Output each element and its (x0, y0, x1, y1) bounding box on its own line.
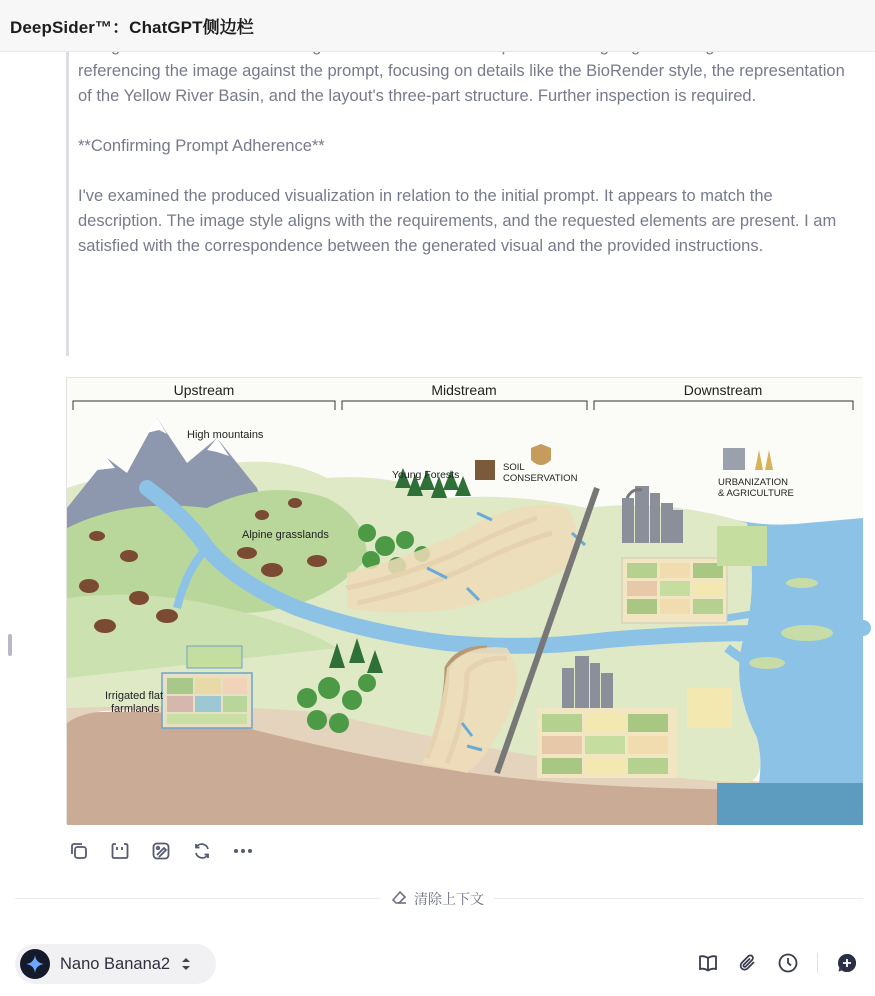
label-urban-line1: URBANIZATION (718, 477, 789, 488)
new-chat-icon[interactable] (834, 950, 860, 976)
paperclip-icon[interactable] (735, 950, 761, 976)
message-actions (66, 838, 256, 866)
generated-image[interactable] (66, 377, 862, 824)
reasoning-paragraph: I've examined the produced visualization in relation to the initial prompt. It appears to match the description. The image style aligns with the requirements, and the requested elements are present. I am satisfied with the correspondence between the generated visual and the provided instructions. (78, 187, 837, 255)
label-irrigated-line1: Irrigated flat (105, 690, 164, 702)
clear-context-button[interactable] (380, 888, 494, 909)
image-edit-icon[interactable] (148, 838, 174, 864)
book-icon[interactable] (695, 950, 721, 976)
copy-icon[interactable] (66, 838, 92, 864)
section-label-upstream: Upstream (173, 382, 235, 398)
reasoning-block (66, 34, 861, 356)
scroll-handle[interactable] (8, 634, 12, 656)
gemini-logo-icon (20, 949, 50, 979)
app-title: DeepSider™：ChatGPT侧边栏 (10, 18, 254, 37)
label-high-mountains: High mountains (187, 429, 264, 441)
model-name: Nano Banana2 (60, 954, 171, 973)
reasoning-heading: **Confirming Prompt Adherence** (78, 137, 325, 155)
clear-context-label: 清除上下文 (414, 890, 484, 907)
label-soil-line2: CONSERVATION (503, 473, 578, 484)
model-selector[interactable] (15, 944, 216, 984)
quote-icon[interactable] (107, 838, 133, 864)
label-irrigated-line2: farmlands (111, 703, 160, 715)
label-alpine-grasslands: Alpine grasslands (242, 529, 329, 541)
input-toolbar (0, 938, 875, 996)
app-header (0, 0, 875, 52)
toolbar-separator (817, 953, 818, 973)
section-label-downstream: Downstream (683, 382, 763, 398)
history-icon[interactable] (775, 950, 801, 976)
section-label-midstream: Midstream (431, 382, 497, 398)
regenerate-icon[interactable] (189, 838, 215, 864)
label-soil-line1: SOIL (503, 462, 525, 473)
label-urban-line2: & AGRICULTURE (718, 488, 794, 499)
more-icon[interactable] (230, 838, 256, 864)
toolbar-tools (695, 950, 860, 976)
eraser-icon (390, 888, 408, 909)
reasoning-paragraph: referencing the image against the prompt, focusing on details like the BioRender style, the representation of the Yellow River Basin, and the layout's three-part structure. Further inspection is required. (78, 62, 845, 105)
label-young-forests: Young Forests (392, 469, 460, 481)
chevron-updown-icon (181, 957, 191, 971)
